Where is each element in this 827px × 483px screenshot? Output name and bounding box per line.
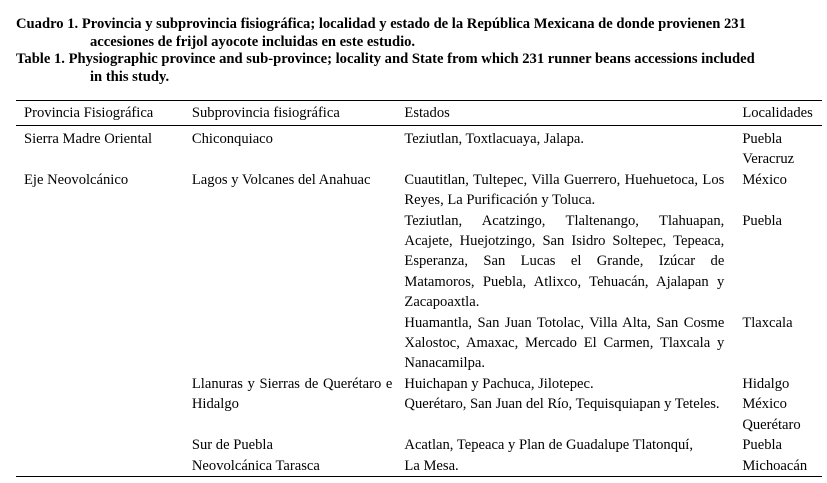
cell-provincia <box>16 374 184 394</box>
localidad: México <box>742 396 787 413</box>
table-caption <box>16 16 821 86</box>
cell-subprovincia: Sur de Puebla <box>191 437 273 454</box>
localidad: Veracruz <box>742 151 795 168</box>
localidad: Michoacán <box>742 457 808 474</box>
caption-english-line1: Table 1. Physiographic province and sub-province; locality and State from which 231 runner beans accessions included <box>16 51 755 67</box>
localidad: Puebla <box>742 212 783 229</box>
caption-spanish-line2: accesiones de frijol ayocote incluidas en este estudio. <box>90 33 416 50</box>
cell-subprovincia: Lagos y Volcanes del Anahuac <box>191 171 371 188</box>
cell-estados: Querétaro, San Juan del Río, Tequisquiapan y Teteles. <box>404 396 720 413</box>
cell-provincia <box>16 211 184 313</box>
table-row <box>16 374 822 394</box>
caption-spanish-line1: Cuadro 1. Provincia y subprovincia fisiográfica; localidad y estado de la República Mexicana de donde provienen 231 <box>16 16 746 32</box>
cell-estados: Teziutlan, Acatzingo, Tlaltenango, Tlahuapan, Acajete, Huejotzingo, San Isidro Soltepec, Tepeaca, Esperanza, San Lucas el Grande, Izúcar de Matamoros, Puebla, Atlixco, Tehuacán, Ajalapan y Zacapoaxtla. <box>404 212 725 311</box>
cell-estados: La Mesa. <box>404 457 459 474</box>
localidad: Tlaxcala <box>742 314 793 331</box>
localidad: Querétaro <box>742 416 801 433</box>
cell-subprovincia: Llanuras y Sierras de Querétaro e Hidalgo <box>191 375 393 413</box>
cell-provincia <box>16 456 184 477</box>
cell-estados: Huamantla, San Juan Totolac, Villa Alta, San Cosme Xalostoc, Amaxac, Mercado El Carmen, Tlaxcala y Nanacamilpa. <box>404 314 725 372</box>
cell-estados: Teziutlan, Toxtlacuaya, Jalapa. <box>404 131 585 147</box>
cell-localidades <box>734 211 822 313</box>
localidad: Puebla <box>742 437 783 454</box>
cell-provincia <box>16 394 184 435</box>
header-provincia: Provincia Fisiográfica <box>24 105 154 122</box>
cell-localidades <box>734 126 822 170</box>
cell-provincia <box>16 313 184 374</box>
cell-provincia: Eje Neovolcánico <box>24 171 129 188</box>
table-row <box>16 394 822 435</box>
table-header-row <box>16 101 822 126</box>
data-table <box>16 100 822 477</box>
table-row <box>16 211 822 313</box>
cell-provincia <box>16 435 184 455</box>
cell-estados: Acatlan, Tepeaca y Plan de Guadalupe Tlatonquí, <box>404 437 693 454</box>
localidad: Hidalgo <box>742 375 790 392</box>
header-estados: Estados <box>404 105 450 122</box>
cell-localidades <box>734 456 822 477</box>
cell-localidades <box>734 313 822 374</box>
localidad: México <box>742 171 787 188</box>
table-row <box>16 313 822 374</box>
cell-estados: Cuautitlan, Tultepec, Villa Guerrero, Huehuetoca, Los Reyes, La Purificación y Toluca. <box>404 171 725 209</box>
cell-localidades <box>734 435 822 455</box>
cell-subprovincia <box>184 211 397 313</box>
table-row <box>16 456 822 477</box>
table-row <box>16 435 822 455</box>
table-row <box>16 170 822 211</box>
cell-provincia: Sierra Madre Oriental <box>24 131 153 147</box>
localidad: Puebla <box>742 131 783 147</box>
cell-subprovincia <box>184 313 397 374</box>
header-localidades: Localidades <box>742 105 813 122</box>
caption-english-line2: in this study. <box>90 68 170 85</box>
cell-subprovincia: Neovolcánica Tarasca <box>191 457 320 474</box>
cell-estados: Huichapan y Pachuca, Jilotepec. <box>404 375 594 392</box>
cell-localidades <box>734 170 822 211</box>
table-row <box>16 126 822 170</box>
cell-localidades <box>734 394 822 435</box>
cell-localidades <box>734 374 822 394</box>
header-subprovincia: Subprovincia fisiográfica <box>191 105 340 122</box>
cell-subprovincia: Chiconquiaco <box>191 131 273 147</box>
